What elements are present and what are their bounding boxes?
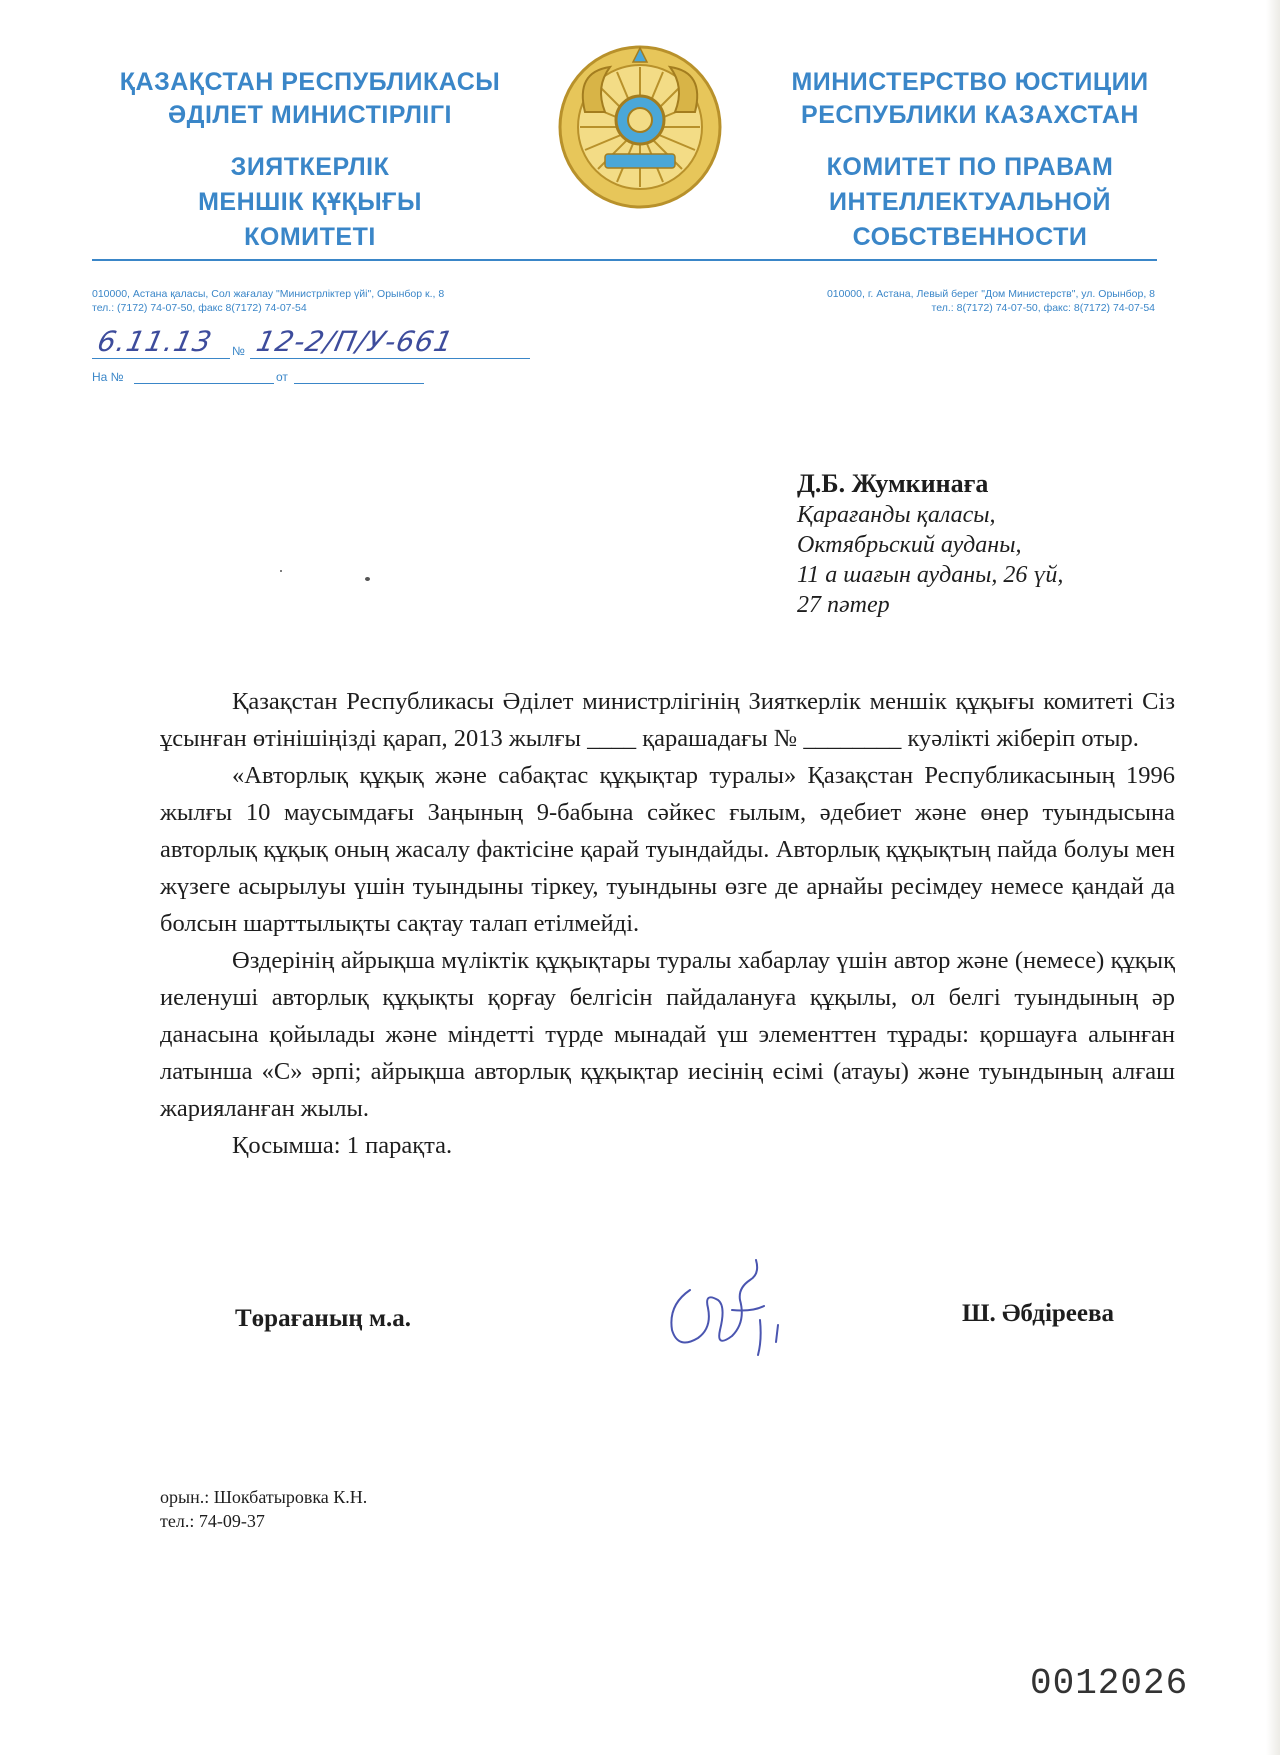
kz-ministry-title <box>90 66 530 132</box>
ru-ministry-line-2: РЕСПУБЛИКИ КАЗАХСТАН <box>801 101 1139 129</box>
kz-committee-line-3: КОМИТЕТІ <box>244 223 376 251</box>
body-paragraph: Өздерінің айрықша мүліктік құқықтары туралы хабарлау үшін автор және (немесе) құқық иеленуші авторлық құқықты қорғау белгісін пайдалануға құқылы, ол белгі туындының әр данасына қойылады және міндетті түрде мынадай үш элементтен тұрады: қоршауға алынған латынша «С» әрпі; айрықша авторлық құқықтар иесінің есімі (атауы) және туындының алғаш жарияланған жылы. <box>160 947 1175 1122</box>
kz-ministry-line-1: ҚАЗАҚСТАН РЕСПУБЛИКАСЫ <box>119 68 501 96</box>
kz-ministry-line-2: ӘДІЛЕТ МИНИСТІРЛІГІ <box>167 101 452 129</box>
recipient-block <box>797 468 1177 620</box>
signatory-title: Төрағаның м.а. <box>235 1305 412 1332</box>
attachment-note: Қосымша: 1 парақта. <box>232 1132 453 1159</box>
reply-label: На № <box>92 370 124 384</box>
executor-info <box>160 1485 367 1533</box>
state-emblem-icon <box>555 42 725 212</box>
executor-phone: тел.: 74-09-37 <box>160 1511 265 1531</box>
ru-address-line-1: 010000, г. Астана, Левый берег "Дом Министерств", ул. Орынбор, 8 <box>826 288 1155 300</box>
reply-number-underline <box>134 383 274 384</box>
number-label: № <box>232 344 245 358</box>
number-underline <box>250 358 530 359</box>
recipient-name: Д.Б. Жумкинаға <box>797 469 989 498</box>
kz-committee-line-1: ЗИЯТКЕРЛІК <box>230 153 390 181</box>
recipient-address-line: Октябрьский ауданы, <box>797 532 1022 558</box>
ru-committee-line-1: КОМИТЕТ ПО ПРАВАМ <box>826 153 1114 181</box>
scan-speck <box>365 577 370 581</box>
body-paragraph: «Авторлық құқық және сабақтас құқықтар туралы» Қазақстан Республикасының 1996 жылғы 10 маусымдағы Заңының 9-бабына сәйкес ғылым, әдебиет және өнер туындысына авторлық құқық оның жасалу фактісіне қарай туындайды. Авторлық құқықтың пайда болуы мен жүзеге асырылуы үшін туындыны тіркеу, туындыны өзге де арнайы ресімдеу немесе қандай да болсын шарттылықты сақтау талап етілмейді. <box>160 762 1175 937</box>
letter-body <box>160 683 1175 1164</box>
ru-address <box>740 287 1155 315</box>
recipient-address-line: 27 пәтер <box>797 592 890 618</box>
scan-edge-shadow <box>1266 0 1280 1755</box>
ru-committee-line-3: СОБСТВЕННОСТИ <box>852 223 1088 251</box>
executor-name: орын.: Шокбатыровка К.Н. <box>160 1487 368 1507</box>
handwritten-signature-icon <box>660 1250 790 1365</box>
recipient-address-line: Қарағанды қаласы, <box>797 502 996 528</box>
kz-address-line-1: 010000, Астана қаласы, Сол жағалау "Министрліктер үйі", Орынбор к., 8 <box>92 288 445 300</box>
signatory-name: Ш. Әбдіреева <box>962 1300 1114 1327</box>
ru-committee-line-2: ИНТЕЛЛЕКТУАЛЬНОЙ <box>829 188 1111 216</box>
scan-speck <box>280 570 282 572</box>
body-paragraph: Қазақстан Республикасы Әділет министрлігінің Зияткерлік меншік құқығы комитеті Сіз ұсынған өтінішіңізді қарап, 2013 жылғы ____ қарашадағы № ________ куәлікті жіберіп отыр. <box>160 688 1175 752</box>
recipient-address-line: 11 а шағын ауданы, 26 үй, <box>797 562 1064 588</box>
kz-address <box>92 287 444 315</box>
handwritten-number: 12-2/П/У-661 <box>253 325 457 358</box>
ru-address-line-2: тел.: 8(7172) 74-07-50, факс: 8(7172) 74-07-54 <box>931 302 1155 314</box>
kz-committee-line-2: МЕНШІК ҚҰҚЫҒЫ <box>198 188 422 216</box>
reply-date-underline <box>294 383 424 384</box>
outgoing-reference <box>92 325 532 360</box>
serial-number: 0012026 <box>1030 1663 1189 1704</box>
kz-committee-title <box>120 150 500 255</box>
header-divider <box>92 259 1157 261</box>
handwritten-date: 6.11.13 <box>94 325 216 358</box>
reply-reference <box>92 366 432 386</box>
ru-ministry-line-1: МИНИСТЕРСТВО ЮСТИЦИИ <box>791 68 1149 96</box>
ru-committee-title <box>760 150 1180 255</box>
kz-address-line-2: тел.: (7172) 74-07-50, факс 8(7172) 74-07-54 <box>92 302 307 314</box>
from-label: от <box>276 370 288 384</box>
ru-ministry-title <box>735 66 1205 132</box>
date-underline <box>92 358 230 359</box>
